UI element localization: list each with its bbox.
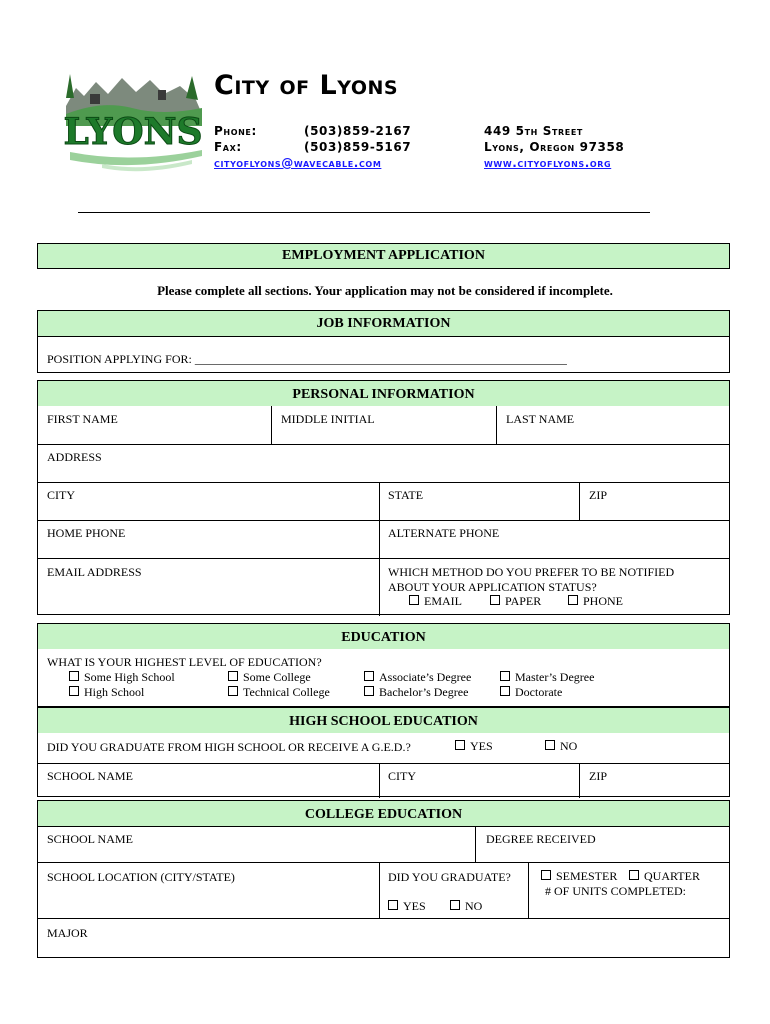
college-school-name-field[interactable]: SCHOOL NAME <box>47 832 133 846</box>
form-title-bar <box>37 243 730 269</box>
college-heading: COLLEGE EDUCATION <box>304 807 463 822</box>
edu-masters-option[interactable] <box>500 670 594 685</box>
fax-label: Fax: <box>214 140 242 154</box>
notify-email-label: EMAIL <box>424 594 462 608</box>
hs-school-name-field[interactable]: SCHOOL NAME <box>47 769 133 783</box>
edu-doctorate-option[interactable] <box>500 685 562 700</box>
option-label: Bachelor’s Degree <box>379 685 469 699</box>
school-location-field[interactable]: SCHOOL LOCATION (CITY/STATE) <box>47 870 235 884</box>
option-label: Some College <box>243 670 311 684</box>
notify-paper-label: PAPER <box>505 594 542 608</box>
edu-associates-option[interactable] <box>364 670 471 685</box>
option-label: Some High School <box>84 670 175 684</box>
units-completed-field[interactable]: # OF UNITS COMPLETED: <box>545 884 687 898</box>
checkbox-icon[interactable] <box>500 686 510 696</box>
option-label: Technical College <box>243 685 330 699</box>
notify-phone-label: PHONE <box>583 594 624 608</box>
high-school-heading: HIGH SCHOOL EDUCATION <box>289 714 478 729</box>
notify-paper-option[interactable] <box>490 594 541 609</box>
personal-information-section <box>37 380 730 615</box>
edu-some-college-option[interactable] <box>228 670 311 685</box>
checkbox-icon[interactable] <box>69 671 79 681</box>
checkbox-icon[interactable] <box>541 870 551 880</box>
checkbox-icon[interactable] <box>455 740 465 750</box>
option-label: Master’s Degree <box>515 670 595 684</box>
home-phone-field[interactable]: HOME PHONE <box>47 526 126 540</box>
divider-rule <box>78 212 650 213</box>
semester-option[interactable] <box>541 869 617 884</box>
checkbox-icon[interactable] <box>228 671 238 681</box>
checkbox-icon[interactable] <box>545 740 555 750</box>
option-label: NO <box>560 739 578 753</box>
quarter-option[interactable] <box>629 869 700 884</box>
job-information-heading: JOB INFORMATION <box>316 316 451 331</box>
form-title: EMPLOYMENT APPLICATION <box>282 248 485 263</box>
option-label: Associate’s Degree <box>379 670 472 684</box>
middle-initial-field[interactable]: MIDDLE INITIAL <box>281 412 375 426</box>
checkbox-icon[interactable] <box>228 686 238 696</box>
first-name-field[interactable]: FIRST NAME <box>47 412 118 426</box>
city-state-zip: Lyons, Oregon 97358 <box>484 140 625 154</box>
city-title: City of Lyons <box>214 70 399 101</box>
edu-bachelors-option[interactable] <box>364 685 468 700</box>
position-applying-field[interactable]: POSITION APPLYING FOR: ______________________________________________________________ <box>47 352 567 366</box>
edu-technical-college-option[interactable] <box>228 685 330 700</box>
option-label: QUARTER <box>644 869 700 883</box>
street-address: 449 5th Street <box>484 124 583 138</box>
email-address-field[interactable]: EMAIL ADDRESS <box>47 565 142 579</box>
phone-label: Phone: <box>214 124 257 138</box>
option-label: High School <box>84 685 145 699</box>
checkbox-icon[interactable] <box>490 595 500 605</box>
hs-yes-option[interactable] <box>455 739 493 754</box>
address-field[interactable]: ADDRESS <box>47 450 102 464</box>
checkbox-icon[interactable] <box>69 686 79 696</box>
checkbox-icon[interactable] <box>500 671 510 681</box>
city-field[interactable]: CITY <box>47 488 75 502</box>
option-label: YES <box>403 899 426 913</box>
instructions: Please complete all sections. Your application may not be considered if incomplete. <box>157 283 613 298</box>
education-question: WHAT IS YOUR HIGHEST LEVEL OF EDUCATION? <box>47 655 322 669</box>
state-field[interactable]: STATE <box>388 488 424 502</box>
option-label: Doctorate <box>515 685 563 699</box>
checkbox-icon[interactable] <box>409 595 419 605</box>
phone-number: (503)859-2167 <box>304 124 412 138</box>
hs-zip-field[interactable]: ZIP <box>589 769 607 783</box>
ged-question: DID YOU GRADUATE FROM HIGH SCHOOL OR RECEIVE A G.E.D.? <box>47 740 411 754</box>
major-field[interactable]: MAJOR <box>47 926 88 940</box>
city-logo <box>62 68 204 176</box>
did-you-graduate-label: DID YOU GRADUATE? <box>388 870 511 884</box>
notify-question-line2: ABOUT YOUR APPLICATION STATUS? <box>388 580 597 594</box>
job-information-section <box>37 310 730 373</box>
notify-email-option[interactable] <box>409 594 462 609</box>
college-section <box>37 800 730 958</box>
option-label: SEMESTER <box>556 869 618 883</box>
svg-text:LYONS: LYONS <box>63 111 203 153</box>
personal-information-heading: PERSONAL INFORMATION <box>292 387 475 402</box>
checkbox-icon[interactable] <box>364 686 374 696</box>
education-section <box>37 623 730 707</box>
checkbox-icon[interactable] <box>450 900 460 910</box>
edu-high-school-option[interactable] <box>69 685 144 700</box>
degree-received-field[interactable]: DEGREE RECEIVED <box>486 832 596 846</box>
education-heading: EDUCATION <box>341 630 426 645</box>
high-school-section <box>37 707 730 797</box>
notify-phone-option[interactable] <box>568 594 623 609</box>
edu-some-high-school-option[interactable] <box>69 670 175 685</box>
checkbox-icon[interactable] <box>568 595 578 605</box>
college-grad-yes-option[interactable] <box>388 899 426 914</box>
fax-number: (503)859-5167 <box>304 140 412 154</box>
college-grad-no-option[interactable] <box>450 899 482 914</box>
checkbox-icon[interactable] <box>364 671 374 681</box>
website-link[interactable]: www.cityoflyons.org <box>484 156 612 170</box>
option-label: NO <box>465 899 483 913</box>
option-label: YES <box>470 739 493 753</box>
hs-city-field[interactable]: CITY <box>388 769 416 783</box>
checkbox-icon[interactable] <box>388 900 398 910</box>
zip-field[interactable]: ZIP <box>589 488 607 502</box>
alternate-phone-field[interactable]: ALTERNATE PHONE <box>388 526 500 540</box>
email-link[interactable]: cityoflyons@wavecable.com <box>214 156 382 170</box>
notify-question-line1: WHICH METHOD DO YOU PREFER TO BE NOTIFIED <box>388 565 675 579</box>
hs-no-option[interactable] <box>545 739 577 754</box>
checkbox-icon[interactable] <box>629 870 639 880</box>
last-name-field[interactable]: LAST NAME <box>506 412 575 426</box>
